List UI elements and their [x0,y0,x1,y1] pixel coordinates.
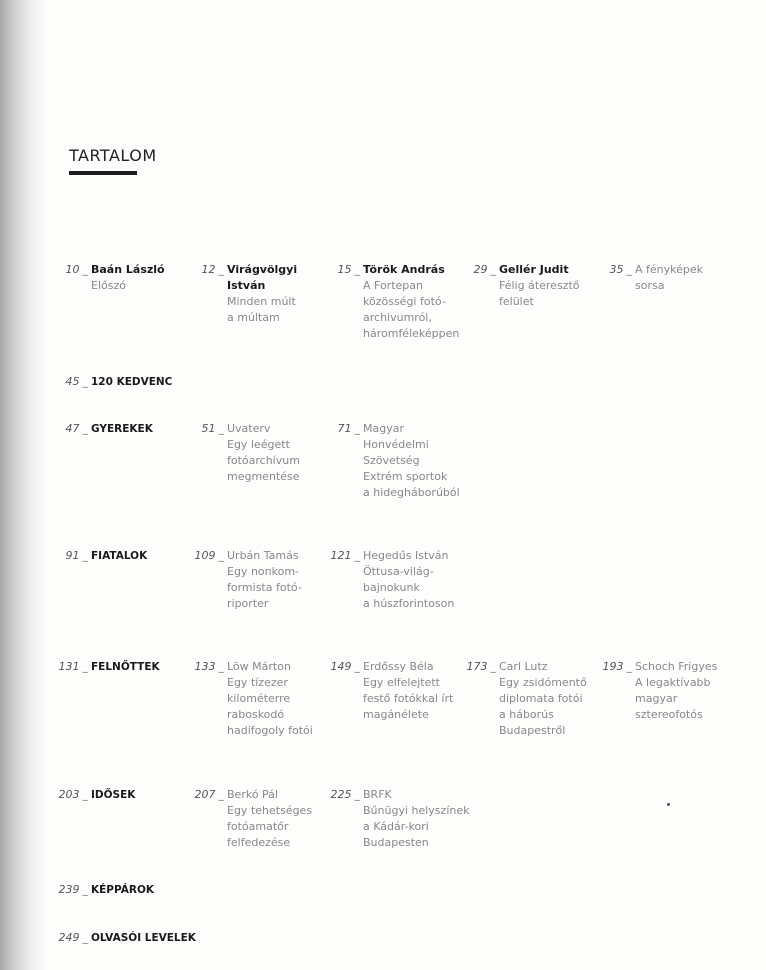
book-gutter-shadow [0,0,46,970]
chapter-title: Öttusa-világ- [363,565,434,578]
page-number: 45 _ [65,375,88,388]
chapter-title: Erdőssy Béla [363,660,434,673]
section-title: OLVASÓI LEVELEK [91,932,196,944]
chapter-title: Berkó Pál [227,788,278,801]
chapter-title: Előszó [91,279,126,292]
chapter-title: Budapesten [363,836,429,849]
page-number: 10 _ [65,263,88,276]
chapter-title: Bűnügyi helyszínek [363,804,470,817]
chapter-title: fotóamatőr [227,820,289,833]
author-name: Gellér Judit [499,263,569,276]
chapter-title: Egy nonkom- [227,565,300,578]
chapter-title: fotóarchívum [227,454,300,467]
chapter-title: raboskodó [227,708,285,721]
chapter-title: Budapestről [499,724,566,737]
chapter-title: a háborús [499,708,554,721]
chapter-title: Szövetség [363,454,420,467]
chapter-title: Carl Lutz [499,660,548,673]
chapter-title: Egy elfelejtett [363,676,440,689]
page-number: 149 _ [330,660,360,673]
chapter-title: A legaktívabb [635,676,711,689]
page-number: 91 _ [65,549,88,562]
section-title: KÉPPÁROK [91,884,155,896]
chapter-title: felfedezése [227,836,291,849]
author-name: Virágvölgyi [227,263,298,276]
author-name: Török András [363,263,445,276]
page-number: 35 _ [609,263,632,276]
chapter-title: Félig áteresztő [499,279,580,292]
chapter-title: a hidegháborúból [363,486,460,499]
chapter-title: Egy leégett [227,438,290,451]
chapter-title: a Kádár-kori [363,820,429,833]
section-title: IDŐSEK [91,789,136,801]
chapter-title: Honvédelmi [363,438,429,451]
chapter-title: Schoch Frigyes [635,660,718,673]
page-number: 173 _ [466,660,496,673]
chapter-title: magánélete [363,708,429,721]
chapter-title: magyar [635,692,678,705]
chapter-title: felület [499,295,534,308]
chapter-title: Hegedűs István [363,549,449,562]
chapter-title: Egy zsidómentő [499,676,587,689]
page-number: 71 _ [337,422,360,435]
chapter-title: A fényképek [635,263,704,276]
stray-dot [667,803,670,806]
page-number: 47 _ [65,422,88,435]
chapter-title: archivumról, [363,311,432,324]
chapter-title: Egy tehetséges [227,804,313,817]
chapter-title: sztereofotós [635,708,703,721]
author-name: Baán László [91,263,165,276]
chapter-title: Minden múlt [227,295,296,308]
chapter-title: riporter [227,597,269,610]
chapter-title: Löw Márton [227,660,291,673]
chapter-title: közösségi fotó- [363,295,446,308]
page-number: 193 _ [602,660,632,673]
page-number: 29 _ [473,263,496,276]
chapter-title: hadifogoly fotói [227,724,313,737]
page-number: 207 _ [194,788,224,801]
chapter-title: Urbán Tamás [227,549,299,562]
chapter-title: a húszforintoson [363,597,455,610]
chapter-title: Extrém sportok [363,470,448,483]
page-number: 203 _ [58,788,88,801]
chapter-title: kilométerre [227,692,291,705]
title-underline [69,171,137,175]
chapter-title: Uvaterv [227,422,271,435]
chapter-title: festő fotókkal írt [363,692,454,705]
page-number: 51 _ [201,422,224,435]
chapter-title: bajnokunk [363,581,420,594]
chapter-title: Egy tízezer [227,676,288,689]
section-title: GYEREKEK [91,423,153,435]
chapter-title: sorsa [635,279,665,292]
page-number: 133 _ [194,660,224,673]
page-number: 239 _ [58,883,88,896]
chapter-title: a múltam [227,311,280,324]
chapter-title: formista fotó- [227,581,302,594]
section-title: 120 KEDVENC [91,376,173,388]
chapter-title: diplomata fotói [499,692,583,705]
chapter-title: megmentése [227,470,300,483]
page-number: 225 _ [330,788,360,801]
page-title: TARTALOM [69,146,157,165]
page-number: 131 _ [58,660,88,673]
chapter-title: háromféleképpen [363,327,460,340]
page-number: 12 _ [201,263,224,276]
chapter-title: Magyar [363,422,404,435]
section-title: FIATALOK [91,550,148,562]
page-number: 15 _ [337,263,360,276]
section-title: FELNŐTTEK [91,661,160,673]
author-name: István [227,279,266,292]
chapter-title: BRFK [363,788,392,801]
page-number: 121 _ [330,549,360,562]
chapter-title: A Fortepan [363,279,423,292]
page-number: 249 _ [58,931,88,944]
page-number: 109 _ [194,549,224,562]
